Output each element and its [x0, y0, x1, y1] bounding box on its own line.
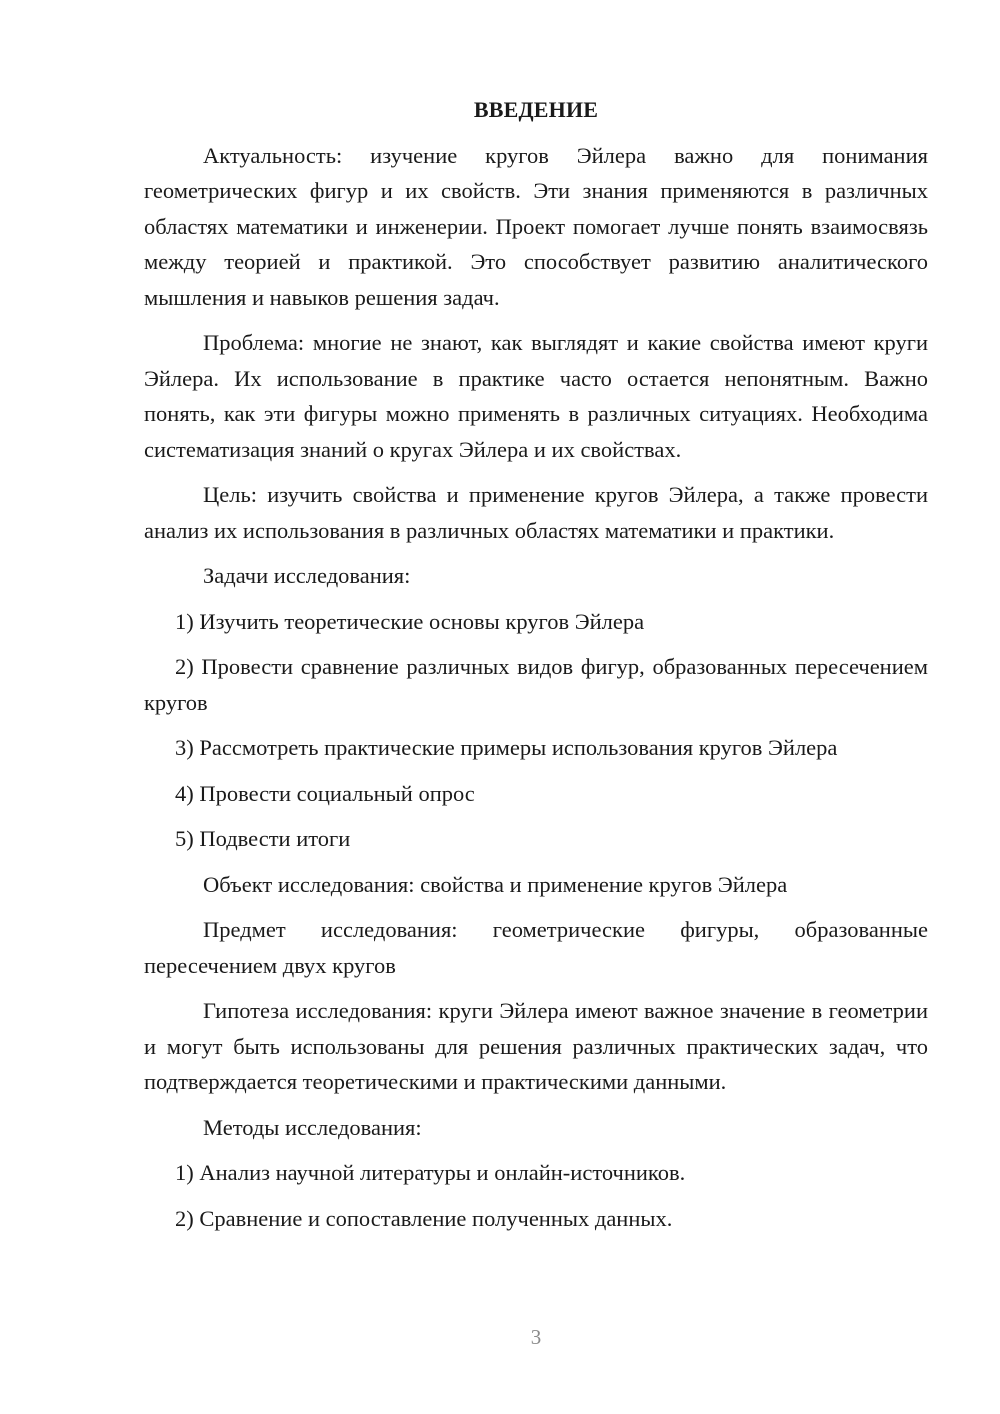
- tasks-heading: Задачи исследования:: [203, 563, 411, 588]
- page-content: [144, 92, 928, 1246]
- task-item-3: 3) Рассмотреть практические примеры использования кругов Эйлера: [175, 735, 838, 760]
- relevance-paragraph: Актуальность: изучение кругов Эйлера важно для понимания геометрических фигур и их свойств. Эти знания применяются в различных областях математики и инженерии. Проект помогает лучше понять взаимосвязь между теорией и практикой. Это способствует развитию аналитического мышления и навыков решения задач.: [144, 142, 928, 310]
- method-item-1: 1) Анализ научной литературы и онлайн-источников.: [175, 1160, 686, 1185]
- problem-paragraph: Проблема: многие не знают, как выглядят и какие свойства имеют круги Эйлера. Их использование в практике часто остается непонятным. Важно понять, как эти фигуры можно применять в различных ситуациях. Необходима систематизация знаний о кругах Эйлера и их свойствах.: [144, 330, 928, 462]
- task-item-5: 5) Подвести итоги: [175, 826, 351, 851]
- task-item-2: 2) Провести сравнение различных видов фигур, образованных пересечением кругов: [144, 654, 928, 715]
- subject-paragraph: Предмет исследования: геометрические фигуры, образованные пересечением двух кругов: [144, 917, 928, 978]
- methods-heading: Методы исследования:: [203, 1114, 422, 1140]
- method-item-2: 2) Сравнение и сопоставление полученных данных.: [175, 1205, 673, 1231]
- section-title: ВВЕДЕНИЕ: [473, 97, 599, 122]
- hypothesis-paragraph: Гипотеза исследования: круги Эйлера имеют важное значение в геометрии и могут быть использованы для решения различных практических задач, что подтверждается теоретическими и практическими данными.: [144, 998, 928, 1094]
- goal-paragraph: Цель: изучить свойства и применение кругов Эйлера, а также провести анализ их использования в различных областях математики и практики.: [144, 482, 928, 543]
- object-paragraph: Объект исследования: свойства и применение кругов Эйлера: [203, 871, 788, 897]
- page-number: 3: [530, 1325, 542, 1349]
- task-item-1: 1) Изучить теоретические основы кругов Эйлера: [175, 608, 645, 634]
- task-item-4: 4) Провести социальный опрос: [175, 780, 475, 806]
